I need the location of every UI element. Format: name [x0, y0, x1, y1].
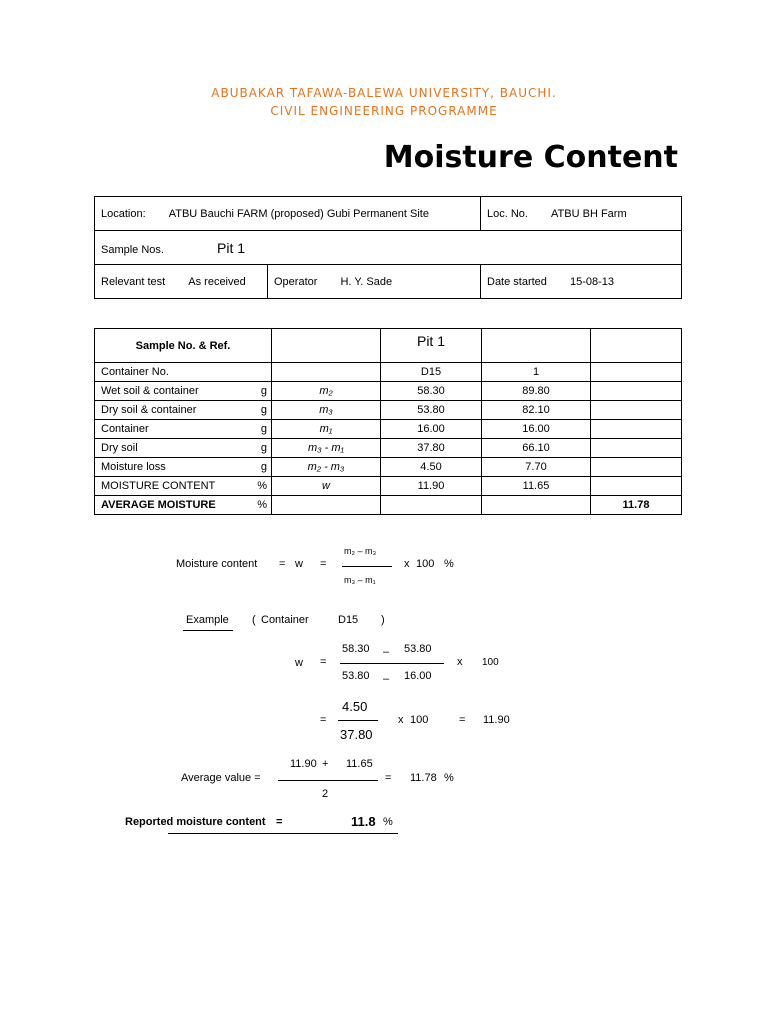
example-frac2-den: 37.80	[340, 727, 373, 742]
row-symbol: m₂ - m₃	[272, 458, 381, 477]
formula-fraction-bar	[342, 566, 392, 567]
page-title: Moisture Content	[383, 140, 678, 175]
reported-label: Reported moisture content	[125, 816, 266, 828]
row-unit: g	[260, 404, 267, 416]
row-value-v1: 16.00	[381, 420, 482, 439]
example-num-a: 58.30	[342, 643, 370, 655]
row-value-v2: 89.80	[482, 382, 591, 401]
example-den-minus: –	[383, 673, 390, 685]
row-symbol: m₃ - m₁	[272, 439, 381, 458]
example-eq: =	[320, 656, 327, 668]
row-symbol: w	[272, 477, 381, 496]
row-value-v1: 11.90	[381, 477, 482, 496]
row-symbol	[272, 363, 381, 382]
row-value-v1: 53.80	[381, 401, 482, 420]
row-value-v1: 58.30	[381, 382, 482, 401]
university-name: ABUBAKAR TAFAWA-BALEWA UNIVERSITY, BAUCHI.	[211, 86, 557, 100]
example-w: w	[295, 657, 303, 669]
example-hundred2: 100	[410, 714, 429, 726]
location-cell	[95, 197, 466, 231]
test-row	[95, 265, 682, 299]
row-value-v2: 82.10	[482, 401, 591, 420]
formula-eq1: =	[279, 558, 286, 570]
row-value-v3	[591, 477, 682, 496]
example-den-b: 16.00	[404, 670, 432, 682]
formula-label: Moisture content	[176, 558, 258, 570]
formula-numerator: m₂ – m₃	[344, 546, 377, 556]
average-a: 11.90	[290, 758, 317, 770]
formula-times: x	[404, 558, 410, 570]
row-label: Dry soil	[101, 442, 138, 454]
relevant-test-label: Relevant test	[101, 275, 166, 288]
row-label: MOISTURE CONTENT	[101, 480, 216, 492]
example-times: x	[457, 656, 463, 668]
average-label: Average value =	[181, 772, 261, 784]
average-eq: =	[385, 772, 392, 784]
table-row	[95, 439, 682, 458]
example-paren-close: )	[381, 614, 385, 626]
row-value-v2: 1	[482, 363, 591, 382]
date-started-label: Date started	[487, 275, 547, 288]
average-plus: +	[322, 758, 329, 770]
result-rows	[95, 363, 682, 515]
pit-label: Pit 1	[381, 329, 482, 363]
row-label: Moisture loss	[101, 461, 166, 473]
row-unit: %	[257, 480, 267, 492]
example-eq3: =	[459, 714, 466, 726]
formula-w: w	[295, 558, 303, 570]
row-unit: g	[260, 423, 267, 435]
row-value-v2	[482, 496, 591, 515]
row-label-cell	[95, 363, 272, 382]
example-label: Example	[186, 614, 229, 626]
row-value-v3	[591, 401, 682, 420]
row-label-cell	[95, 382, 272, 401]
reported-eq: =	[276, 816, 283, 828]
sample-nos-cell	[95, 231, 682, 265]
example-den-a: 53.80	[342, 670, 370, 682]
date-started-cell	[481, 265, 682, 299]
example-container-label: Container	[261, 614, 309, 626]
table-row	[95, 477, 682, 496]
row-label: AVERAGE MOISTURE	[101, 499, 216, 511]
location-row	[95, 197, 682, 231]
average-b: 11.65	[346, 758, 373, 770]
relevant-test-cell	[95, 265, 268, 299]
row-value-v3	[591, 420, 682, 439]
example-frac2-bar	[338, 720, 378, 721]
row-value-v2: 66.10	[482, 439, 591, 458]
operator-cell	[268, 265, 481, 299]
formula-denominator: m₃ – m₁	[344, 575, 376, 585]
results-header-row	[95, 329, 682, 363]
location-value: ATBU Bauchi FARM (proposed) Gubi Permanent Site	[168, 207, 429, 220]
sample-ref-label: Sample No. & Ref.	[95, 329, 272, 363]
example-paren-open: (	[252, 614, 256, 626]
programme-name: CIVIL ENGINEERING PROGRAMME	[270, 104, 498, 118]
row-label: Container No.	[101, 366, 169, 378]
row-value-v1: D15	[381, 363, 482, 382]
row-symbol: m₂	[272, 382, 381, 401]
loc-no-cell	[481, 197, 682, 231]
row-value-v2: 7.70	[482, 458, 591, 477]
example-num-minus: –	[383, 646, 390, 658]
example-frac2-num: 4.50	[342, 699, 368, 714]
sample-nos-value: Pit 1	[217, 239, 246, 256]
row-unit: %	[257, 499, 267, 511]
loc-no-value: ATBU BH Farm	[551, 207, 627, 220]
average-percent: %	[444, 772, 454, 784]
table-row	[95, 363, 682, 382]
table-row	[95, 458, 682, 477]
row-value-v3	[591, 363, 682, 382]
row-symbol: m₃	[272, 401, 381, 420]
sample-nos-label: Sample Nos.	[101, 243, 164, 256]
relevant-test-value: As received	[188, 275, 246, 288]
example-hundred: 100	[482, 657, 499, 668]
average-divisor: 2	[322, 788, 329, 800]
row-symbol	[272, 496, 381, 515]
row-value-v2: 11.65	[482, 477, 591, 496]
operator-label: Operator	[274, 275, 318, 288]
row-unit: g	[260, 442, 267, 454]
row-label: Container	[101, 423, 149, 435]
operator-value: H. Y. Sade	[340, 275, 393, 288]
reported-underline	[168, 833, 398, 834]
row-value-v3: 11.78	[591, 496, 682, 515]
row-label-cell	[95, 496, 272, 515]
loc-no-label: Loc. No.	[487, 207, 528, 220]
location-label: Location:	[101, 207, 146, 220]
table-row	[95, 382, 682, 401]
average-result: 11.78	[410, 772, 437, 784]
row-value-v2: 16.00	[482, 420, 591, 439]
row-label-cell	[95, 439, 272, 458]
example-result: 11.90	[483, 714, 510, 726]
row-label-cell	[95, 458, 272, 477]
reported-value: 11.8	[351, 814, 376, 829]
average-fraction-bar	[278, 780, 378, 781]
row-label-cell	[95, 401, 272, 420]
date-started-value: 15-08-13	[569, 275, 615, 288]
sample-nos-row	[95, 231, 682, 265]
example-fraction-bar	[340, 663, 444, 664]
row-unit: g	[260, 385, 267, 397]
table-row	[95, 496, 682, 515]
example-eq2: =	[320, 714, 327, 726]
row-value-v1: 37.80	[381, 439, 482, 458]
formula-eq2: =	[320, 558, 327, 570]
row-label-cell	[95, 420, 272, 439]
row-label: Dry soil & container	[101, 404, 197, 416]
example-times2: x	[398, 714, 404, 726]
info-table	[94, 196, 682, 299]
row-label: Wet soil & container	[101, 385, 199, 397]
row-label-cell	[95, 477, 272, 496]
example-underline	[183, 630, 233, 631]
reported-percent: %	[383, 816, 393, 828]
results-table	[94, 328, 682, 515]
row-value-v3	[591, 458, 682, 477]
formula-percent: %	[444, 558, 454, 570]
formula-hundred: 100	[416, 558, 435, 570]
row-value-v3	[591, 439, 682, 458]
example-container-value: D15	[338, 614, 359, 626]
row-value-v3	[591, 382, 682, 401]
row-value-v1: 4.50	[381, 458, 482, 477]
example-num-b: 53.80	[404, 643, 432, 655]
table-row	[95, 401, 682, 420]
row-unit: g	[260, 461, 267, 473]
row-symbol: m₁	[272, 420, 381, 439]
row-value-v1	[381, 496, 482, 515]
table-row	[95, 420, 682, 439]
